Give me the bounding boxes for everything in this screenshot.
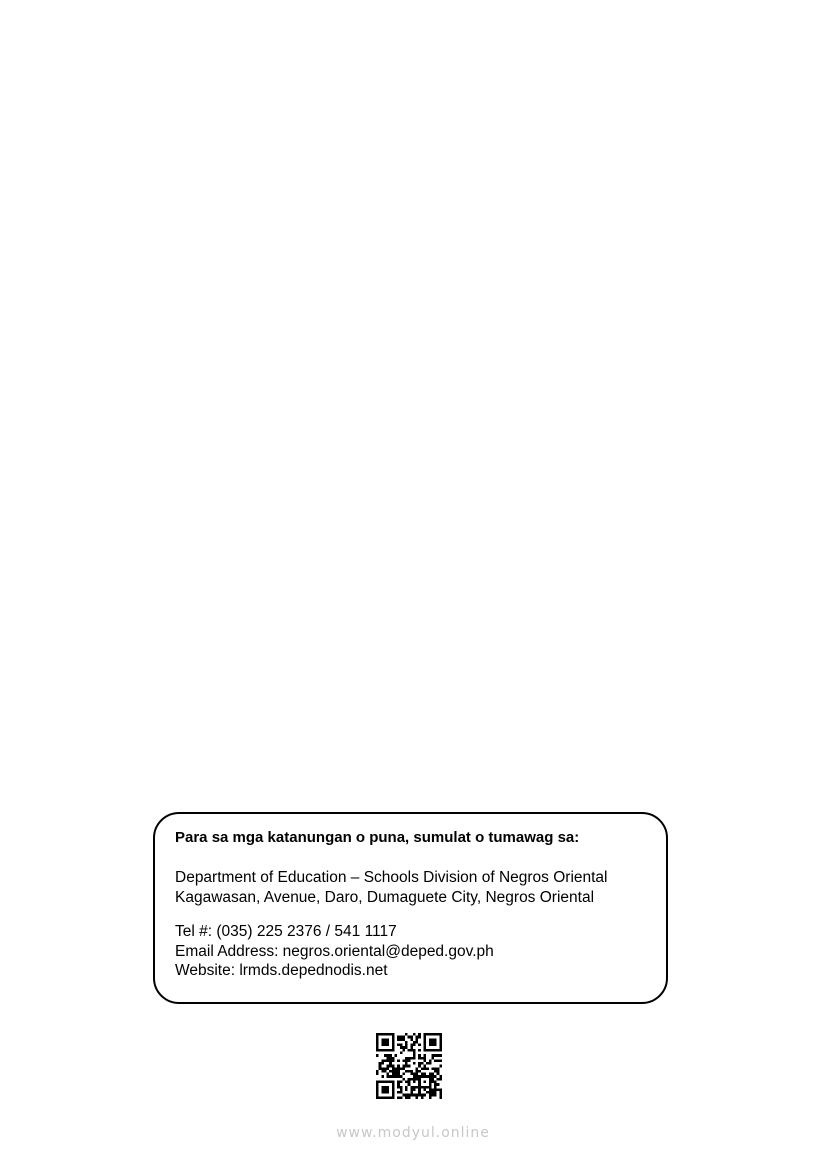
watermark: www.modyul.online: [336, 1125, 490, 1141]
office-name: Department of Education – Schools Division of Negros Oriental: [175, 869, 608, 886]
contact-info-box: [153, 812, 668, 1004]
website-address: Website: lrmds.depednodis.net: [175, 962, 388, 979]
office-address: Kagawasan, Avenue, Daro, Dumaguete City, Negros Oriental: [175, 888, 595, 906]
email-address: Email Address: negros.oriental@deped.gov.ph: [175, 942, 494, 960]
telephone-number: Tel #: (035) 225 2376 / 541 1117: [175, 923, 397, 940]
qr-code-icon: [376, 1033, 442, 1099]
contact-heading: Para sa mga katanungan o puna, sumulat o tumawag sa:: [175, 829, 580, 846]
spacer: [175, 907, 646, 922]
